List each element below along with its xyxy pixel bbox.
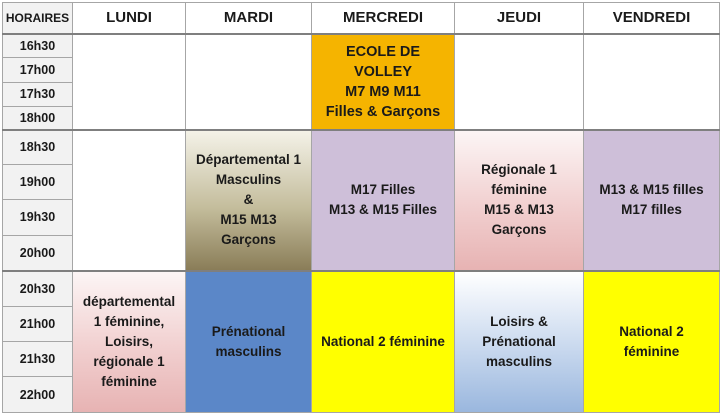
time-slot: 17h00 (3, 58, 73, 82)
time-slot: 21h00 (3, 306, 73, 341)
empty-slot-mardi-1 (186, 34, 312, 130)
block-line: régionale 1 (93, 353, 165, 369)
block-line: ECOLE DE VOLLEY (345, 43, 421, 80)
block-national-2-feminine-vendredi (584, 271, 720, 413)
block-line: féminine (623, 343, 680, 359)
block-line: Loisirs & (490, 313, 548, 329)
block-departemental-masculins (186, 130, 312, 271)
time-slot: 20h00 (3, 235, 73, 270)
block-regionale-feminine (455, 130, 584, 271)
block-loisirs-prenational (455, 271, 584, 413)
block-m13-m15-filles (584, 130, 720, 271)
block-line: Prénational (482, 333, 556, 349)
time-slot: 17h30 (3, 82, 73, 106)
time-slot: 19h30 (3, 200, 73, 235)
block-line: Filles & Garçons (325, 103, 441, 120)
time-slot: 21h30 (3, 341, 73, 376)
time-slot: 18h30 (3, 130, 73, 164)
empty-slot-jeudi-1 (455, 34, 584, 130)
block-line: Masculins (215, 172, 282, 188)
time-slot: 22h00 (3, 377, 73, 413)
block-line: & (243, 192, 254, 208)
header-jeudi: JEUDI (455, 3, 584, 34)
header-mardi: MARDI (186, 3, 312, 34)
block-line: M17 Filles (350, 182, 416, 198)
block-line: M15 M13 (220, 212, 277, 228)
block-line: Prénational (211, 323, 286, 339)
header-lundi: LUNDI (73, 3, 186, 34)
block-line: M13 & M15 Filles (328, 202, 438, 218)
block-line: National 2 (619, 323, 684, 339)
block-line: M13 & M15 filles (599, 182, 704, 198)
block-line: Garçons (491, 222, 547, 238)
schedule-table (2, 2, 720, 413)
time-slot: 19h00 (3, 164, 73, 199)
block-line: Garçons (221, 232, 276, 248)
block-line: masculins (485, 353, 553, 369)
block-line: départemental (82, 293, 176, 309)
header-mercredi: MERCREDI (312, 3, 455, 34)
empty-slot-vendredi-1 (584, 34, 720, 130)
header-vendredi: VENDREDI (584, 3, 720, 34)
time-slot: 18h00 (3, 106, 73, 129)
block-line: féminine (491, 182, 547, 198)
block-line: M15 & M13 (484, 202, 554, 218)
block-line: M7 M9 M11 (345, 83, 421, 100)
block-line: 1 féminine, (93, 313, 165, 329)
block-line: féminine (101, 373, 157, 389)
block-departemental-loisirs (73, 271, 186, 413)
block-line: masculins (215, 343, 282, 359)
block-ecole-de-volley (312, 34, 455, 130)
block-line: Régionale 1 (481, 162, 557, 178)
block-m17-filles (312, 130, 455, 271)
block-national-2-feminine (312, 271, 455, 413)
block-line: Départemental 1 (195, 152, 302, 168)
empty-slot-lundi-1 (73, 34, 186, 130)
empty-slot-lundi-2 (73, 130, 186, 271)
header-horaires: HORAIRES (3, 3, 73, 34)
time-slot: 20h30 (3, 271, 73, 306)
block-line: National 2 féminine (321, 333, 445, 349)
time-slot: 16h30 (3, 34, 73, 58)
block-prenational-masculins (186, 271, 312, 413)
block-line: Loisirs, (104, 333, 153, 349)
block-line: M17 filles (621, 202, 682, 218)
